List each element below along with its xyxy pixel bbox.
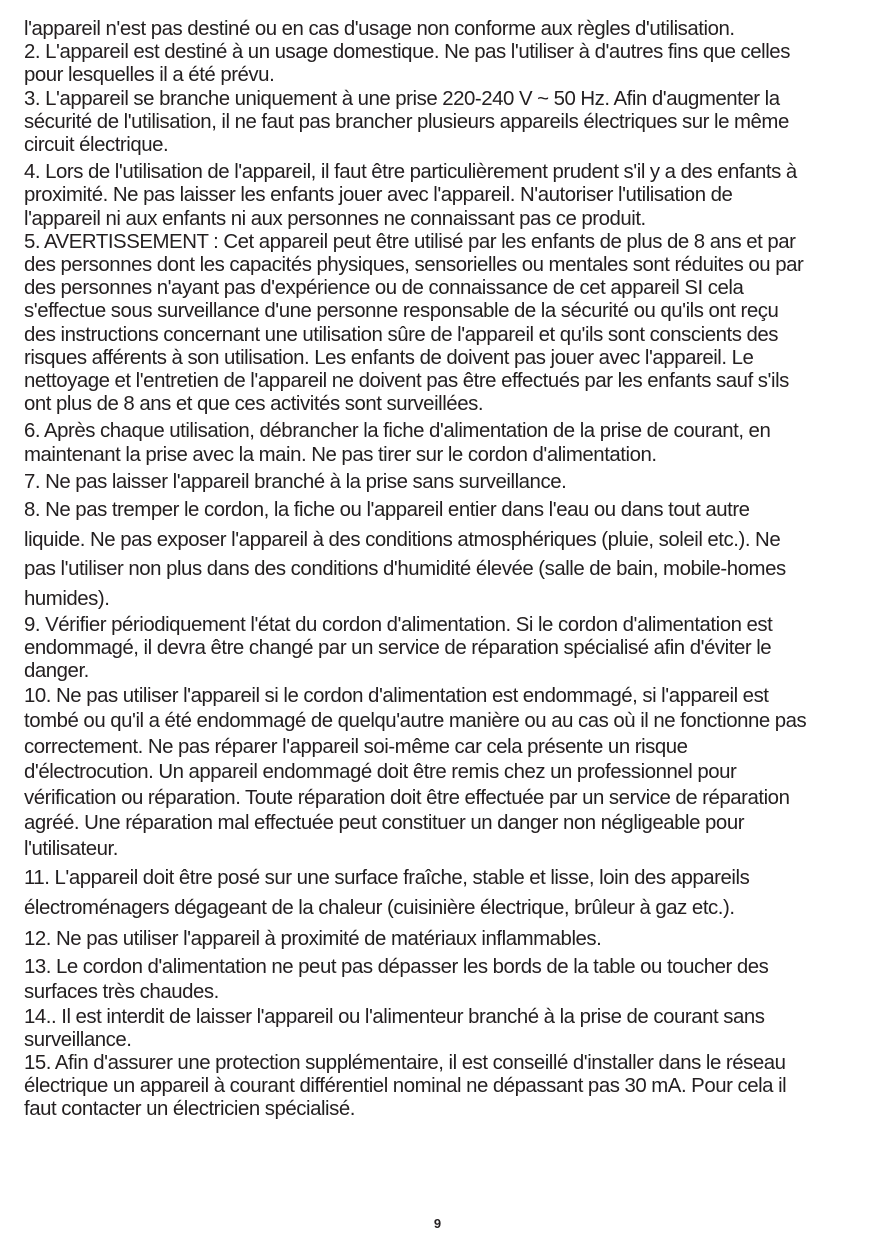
paragraph-item-12: 12. Ne pas utiliser l'appareil à proximité de matériaux inflammables. (24, 928, 602, 951)
paragraph-item-7: 7. Ne pas laisser l'appareil branché à la prise sans surveillance. (24, 470, 567, 493)
paragraph-item-8: 8. Ne pas tremper le cordon, la fiche ou l'appareil entier dans l'eau ou dans tout autre liquide. Ne pas exposer l'appareil à des conditions atmosphériques (pluie, soleil etc.). Ne pas l'utiliser non plus dans des conditions d'humidité élevée (salle de bain, mobile-homes humides). (24, 499, 786, 610)
paragraph-item-13: 13. Le cordon d'alimentation ne peut pas dépasser les bords de la table ou toucher des surfaces très chaudes. (24, 955, 769, 1004)
paragraph-item-9: 9. Vérifier périodiquement l'état du cordon d'alimentation. Si le cordon d'alimentation est endommagé, il devra être changé par un service de réparation spécialisé afin d'éviter le danger. (24, 614, 773, 683)
paragraph-item-15: 15. Afin d'assurer une protection supplémentaire, il est conseillé d'installer dans le réseau électrique un appareil à courant différentiel nominal ne dépassant pas 30 mA. Pour cela il faut contacter un électricien spécialisé. (24, 1052, 787, 1121)
paragraph-item-4: 4. Lors de l'utilisation de l'appareil, il faut être particulièrement prudent s'il y a des enfants à proximité. Ne pas laisser les enfants jouer avec l'appareil. N'autoriser l'utilisation de l'appareil ni aux enfants ni aux personnes ne connaissant pas ce produit. (24, 161, 797, 230)
paragraph-item-2: 2. L'appareil est destiné à un usage domestique. Ne pas l'utiliser à d'autres fins que celles pour lesquelles il a été prévu. (24, 41, 790, 87)
paragraph-item-11: 11. L'appareil doit être posé sur une surface fraîche, stable et lisse, loin des appareils électroménagers dégageant de la chaleur (cuisinière électrique, brûleur à gaz etc.). (24, 867, 750, 919)
paragraph-continuation: l'appareil n'est pas destiné ou en cas d'usage non conforme aux règles d'utilisation. (24, 18, 735, 40)
paragraph-item-14: 14.. Il est interdit de laisser l'appareil ou l'alimenteur branché à la prise de courant sans surveillance. (24, 1005, 765, 1051)
document-body (24, 18, 864, 1122)
page-number: 9 (433, 1216, 442, 1231)
paragraph-item-6: 6. Après chaque utilisation, débrancher la fiche d'alimentation de la prise de courant, en maintenant la prise avec la main. Ne pas tirer sur le cordon d'alimentation. (24, 420, 771, 466)
paragraph-item-5: 5. AVERTISSEMENT : Cet appareil peut être utilisé par les enfants de plus de 8 ans et par des personnes dont les capacités physiques, sensorielles ou mentales sont réduites ou par des personnes n'ayant pas d'expérience ou de connaissance de cet appareil SI cela s'effectue sous surveillance d'une personne responsable de la sécurité ou qu'ils ont reçu des instructions concernant une utilisation sûre de l'appareil et qu'ils sont conscients des risques afférents à son utilisation. Les enfants de doivent pas jouer avec l'appareil. Le nettoyage et l'entretien de l'appareil ne doivent pas être effectués par les enfants sauf s'ils ont plus de 8 ans et que ces activités sont surveillées. (24, 230, 804, 416)
paragraph-item-10: 10. Ne pas utiliser l'appareil si le cordon d'alimentation est endommagé, si l'appareil est tombé ou qu'il a été endommagé de quelqu'autre manière ou au cas où il ne fonctionne pas correctement. Ne pas réparer l'appareil soi-même car cela présente un risque d'électrocution. Un appareil endommagé doit être remis chez un professionnel pour vérification ou réparation. Toute réparation doit être effectuée par un service de réparation agréé. Une réparation mal effectuée peut constituer un danger non négligeable pour l'utilisateur. (24, 684, 807, 860)
paragraph-item-3: 3. L'appareil se branche uniquement à une prise 220-240 V ~ 50 Hz. Afin d'augmenter la sécurité de l'utilisation, il ne faut pas brancher plusieurs appareils électriques sur le même circuit électrique. (24, 87, 789, 157)
